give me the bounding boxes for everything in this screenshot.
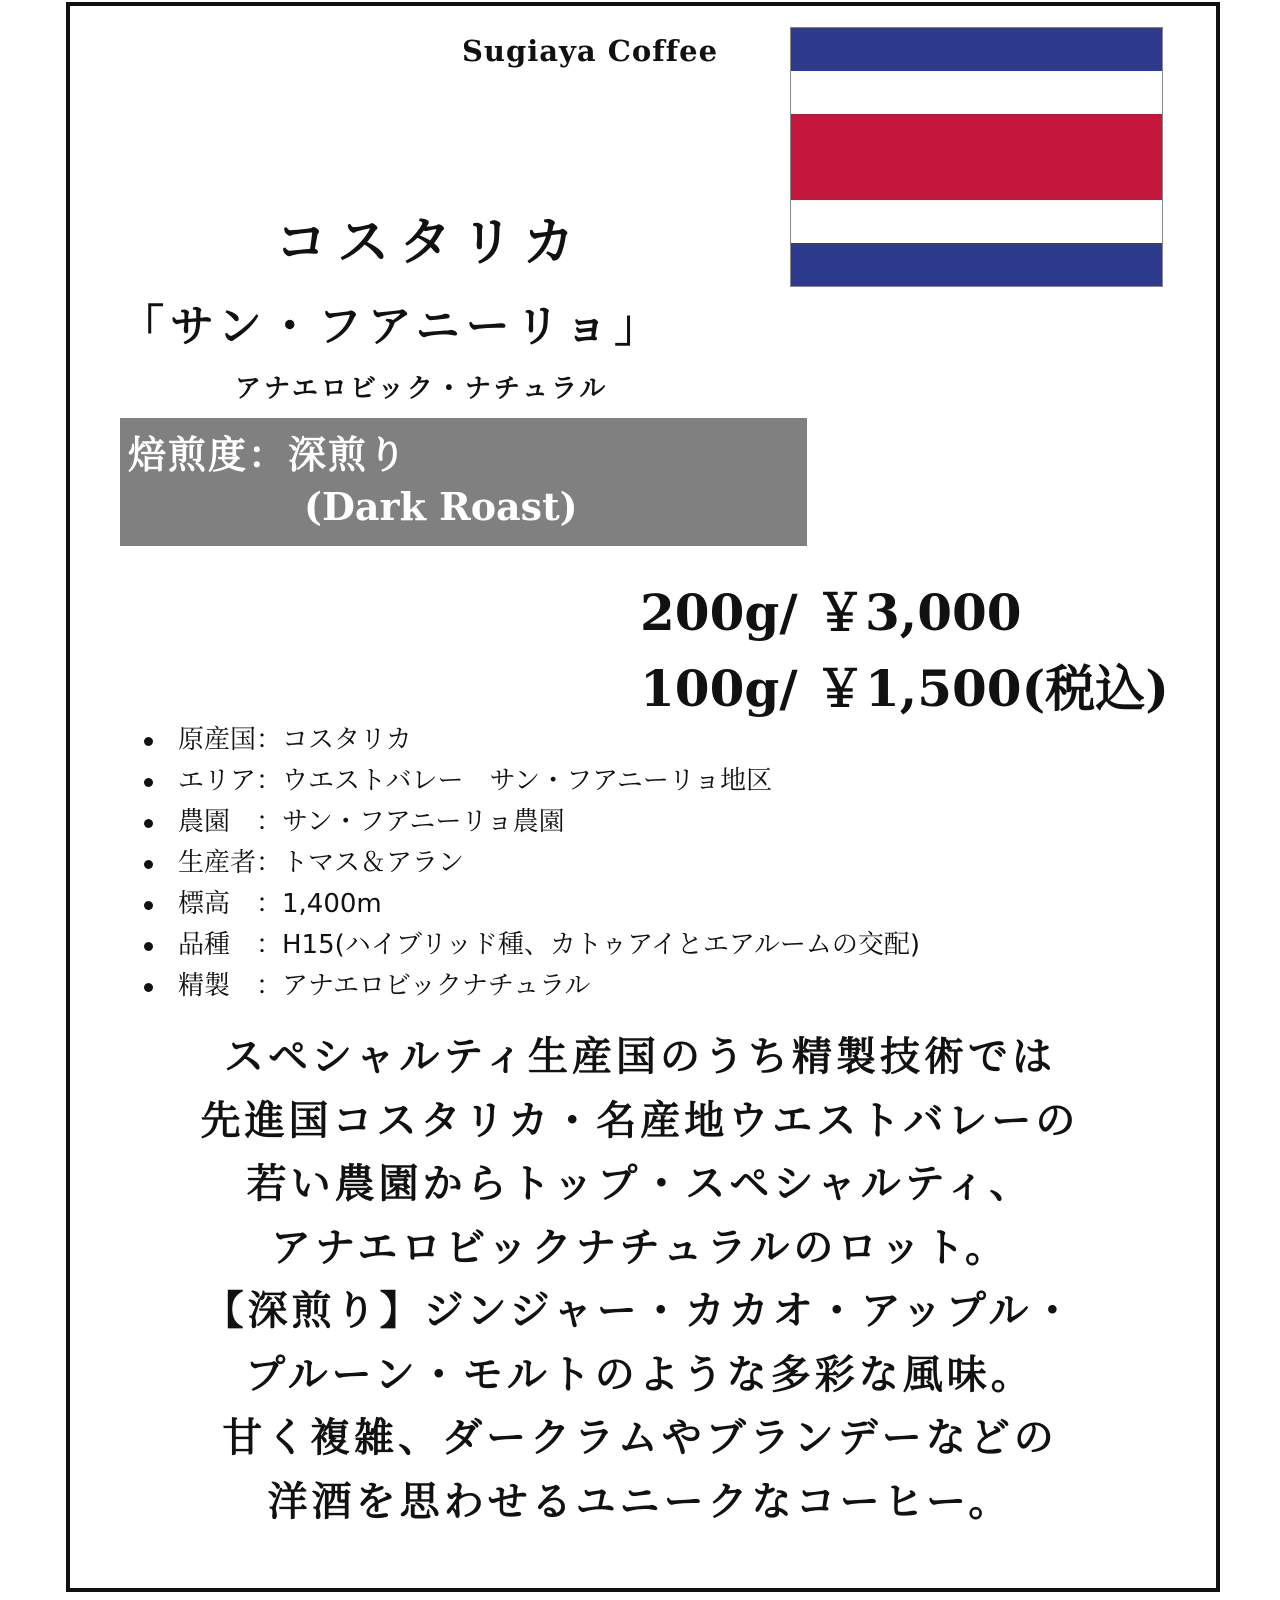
description-line: プルーン・モルトのような多彩な風味。 — [245, 1350, 1035, 1398]
bullet-icon — [144, 860, 153, 869]
list-item — [140, 761, 1140, 802]
description-block — [140, 1025, 1140, 1533]
price-200g: 200g/ ￥3,000 — [640, 583, 1022, 642]
bullet-icon — [144, 901, 153, 910]
list-item — [140, 720, 1140, 761]
roast-level-box — [120, 418, 807, 546]
flag-band-top — [791, 28, 1162, 71]
costa-rica-flag-icon — [790, 27, 1163, 287]
detail-altitude: 標高 ：1,400m — [178, 889, 382, 919]
details-list — [140, 720, 1140, 1007]
bullet-icon — [144, 983, 153, 992]
list-item — [140, 802, 1140, 843]
description-line: 若い農園からトップ・スペシャルティ、 — [246, 1160, 1034, 1207]
product-title: コスタリカ — [275, 212, 585, 273]
list-item — [140, 884, 1140, 925]
description-line: 洋酒を思わせるユニークなコーヒー。 — [267, 1477, 1013, 1525]
bullet-icon — [144, 942, 153, 951]
detail-farm: 農園 ：サン・フアニーリョ農園 — [178, 807, 565, 837]
brand-name: Sugiaya Coffee — [461, 34, 719, 68]
description-line: 【深煎り】ジンジャー・カカオ・アップル・ — [203, 1287, 1077, 1334]
process-label: アナエロビック・ナチュラル — [235, 374, 609, 404]
list-item — [140, 966, 1140, 1007]
detail-area: エリア：ウエストバレー サン・フアニーリョ地区 — [178, 766, 773, 796]
bullet-icon — [144, 778, 153, 787]
product-subtitle: 「サン・フアニーリョ」 — [120, 301, 665, 352]
detail-processing: 精製 ：アナエロビックナチュラル — [178, 971, 591, 1001]
bullet-icon — [144, 819, 153, 828]
detail-variety: 品種 ：H15(ハイブリッド種、カトゥアイとエアルームの交配) — [178, 930, 921, 960]
list-item — [140, 843, 1140, 884]
price-block — [640, 575, 1220, 727]
description-line: アナエロビックナチュラルのロット。 — [271, 1223, 1009, 1271]
roast-level-english: (Dark Roast) — [304, 484, 578, 529]
flag-band-white-1 — [791, 71, 1162, 114]
roast-level-label: 焙煎度：深煎り — [128, 432, 409, 477]
list-item — [140, 925, 1140, 966]
description-line: 先進国コスタリカ・名産地ウエストバレーの — [200, 1096, 1080, 1144]
detail-producer: 生産者：トマス＆アラン — [178, 848, 465, 878]
detail-origin: 原産国：コスタリカ — [178, 725, 412, 755]
price-100g: 100g/ ￥1,500(税込) — [640, 659, 1169, 718]
flag-band-red — [791, 114, 1162, 200]
description-line: 甘く複雑、ダークラムやブランデーなどの — [222, 1414, 1058, 1461]
flag-band-bottom — [791, 243, 1162, 286]
bullet-icon — [144, 737, 153, 746]
description-line: スペシャルティ生産国のうち精製技術では — [224, 1033, 1056, 1080]
flag-band-white-2 — [791, 200, 1162, 243]
